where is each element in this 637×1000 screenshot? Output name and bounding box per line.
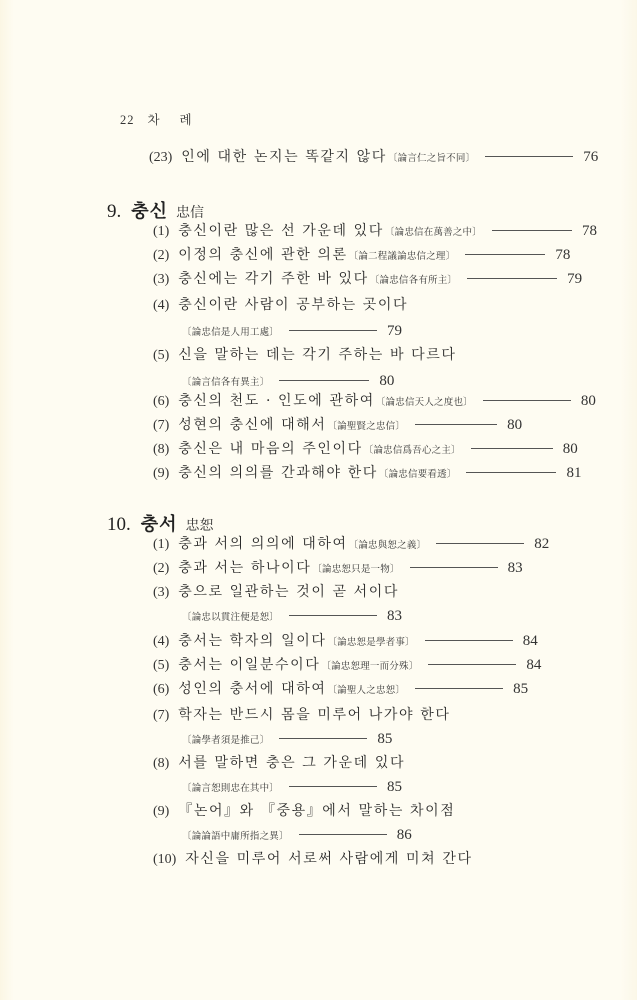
entry-page: 85	[387, 779, 403, 795]
toc-entry	[153, 222, 597, 242]
entry-number: (5)	[153, 348, 170, 363]
entry-title-hanja: 〔論聖賢之忠信〕	[327, 421, 406, 432]
toc-entry	[153, 802, 455, 821]
entry-title-korean: 학자는 반드시 몸을 미루어 나가야 한다	[178, 707, 451, 723]
toc-entry-continuation	[181, 372, 394, 392]
entry-title-korean: 충신의 천도 · 인도에 관하여	[178, 393, 375, 409]
entry-title-korean: 『논어』와 『중용』에서 말하는 차이점	[178, 803, 456, 819]
toc-entry-continuation	[181, 322, 402, 342]
section-number: 9.	[107, 201, 122, 222]
entry-number: (1)	[153, 224, 170, 239]
section-heading	[107, 197, 204, 223]
entry-title-korean: 충으로 일관하는 것이 곧 서이다	[178, 584, 400, 600]
dot-leader	[410, 567, 498, 568]
entry-title-korean: 충과 서는 하나이다	[178, 560, 312, 576]
toc-entry	[149, 148, 598, 168]
dot-leader	[467, 278, 557, 279]
toc-entry	[153, 296, 408, 315]
entry-title-hanja: 〔論忠恕是學者事〕	[327, 637, 415, 648]
entry-number: (7)	[153, 418, 170, 433]
entry-title-korean: 서를 말하면 충은 그 가운데 있다	[178, 755, 406, 771]
dot-leader	[428, 664, 516, 665]
page-number: 22	[120, 113, 135, 127]
entry-title-korean: 충과 서의 의의에 대하여	[178, 536, 348, 552]
entry-title-hanja: 〔論二程議論忠信之理〕	[348, 251, 456, 262]
entry-page: 85	[513, 681, 529, 697]
toc-entry	[153, 583, 399, 602]
entry-title-korean: 충신은 내 마음의 주인이다	[178, 441, 363, 457]
entry-title-hanja: 〔論忠信各有所主〕	[369, 275, 458, 286]
entry-title-korean: 신을 말하는 데는 각기 주하는 바 다르다	[178, 347, 457, 363]
entry-title-hanja: 〔論忠信要看透〕	[378, 469, 457, 480]
running-title: 차 례	[147, 112, 200, 127]
entry-page: 80	[562, 441, 578, 457]
entry-number: (3)	[153, 272, 170, 287]
dot-leader	[492, 230, 572, 231]
entry-number: (5)	[153, 658, 170, 673]
entry-number: (6)	[153, 682, 170, 697]
toc-entry	[153, 464, 581, 484]
entry-title-hanja: 〔論忠信天人之度也〕	[375, 397, 473, 408]
dot-leader	[279, 738, 367, 739]
dot-leader	[299, 834, 387, 835]
dot-leader	[485, 156, 573, 157]
toc-entry	[153, 706, 450, 725]
dot-leader	[289, 615, 377, 616]
entry-title-hanja: 〔論聖人之忠恕〕	[327, 685, 406, 696]
entry-number: (2)	[153, 561, 170, 576]
toc-entry	[153, 535, 549, 555]
toc-entry	[153, 632, 538, 652]
entry-number: (4)	[153, 298, 170, 313]
entry-title-korean: 충서는 이일분수이다	[178, 657, 321, 673]
entry-number: (9)	[153, 804, 170, 819]
entry-number: (23)	[149, 150, 173, 165]
entry-page: 83	[507, 560, 523, 576]
entry-page: 82	[534, 536, 550, 552]
entry-page: 80	[379, 373, 395, 389]
entry-title-hanja: 〔論忠以貫注便是恕〕	[182, 612, 280, 623]
toc-entry	[153, 440, 578, 460]
entry-title-hanja: 〔論言仁之旨不同〕	[387, 153, 476, 164]
toc-entry	[153, 559, 523, 579]
entry-number: (6)	[153, 394, 170, 409]
dot-leader	[436, 543, 524, 544]
toc-entry	[153, 416, 522, 436]
entry-title-hanja: 〔論忠恕理一而分殊〕	[321, 661, 419, 672]
section-heading	[107, 510, 214, 536]
toc-entry	[153, 754, 405, 773]
entry-number: (7)	[153, 708, 170, 723]
entry-page: 84	[522, 633, 538, 649]
entry-title-korean: 충신이란 많은 선 가운데 있다	[178, 223, 384, 239]
toc-entry	[153, 270, 582, 290]
entry-page: 78	[581, 223, 597, 239]
entry-title-hanja: 〔論言恕則忠在其中〕	[182, 783, 280, 794]
toc-entry	[153, 346, 457, 365]
entry-page: 79	[387, 323, 403, 339]
toc-entry-continuation	[181, 778, 402, 798]
toc-entry	[153, 850, 473, 869]
entry-page: 79	[567, 271, 583, 287]
entry-number: (3)	[153, 585, 170, 600]
dot-leader	[483, 400, 571, 401]
entry-title-hanja: 〔論言信各有異主〕	[182, 377, 270, 388]
section-title-hanja: 忠恕	[185, 518, 214, 534]
dot-leader	[471, 448, 553, 449]
entry-title-korean: 이정의 충신에 관한 의론	[178, 247, 348, 263]
dot-leader	[415, 424, 497, 425]
entry-title-hanja: 〔論忠恕只是一物〕	[312, 564, 400, 575]
entry-page: 80	[580, 393, 596, 409]
dot-leader	[289, 330, 377, 331]
entry-page: 86	[396, 827, 412, 843]
section-title-hanja: 忠信	[176, 205, 205, 221]
dot-leader	[279, 380, 369, 381]
toc-entry	[153, 680, 528, 700]
entry-number: (8)	[153, 756, 170, 771]
entry-page: 76	[583, 149, 599, 165]
toc-entry	[153, 392, 596, 412]
toc-entry	[153, 246, 570, 266]
toc-entry-continuation	[181, 826, 412, 846]
section-title-korean: 충신	[131, 201, 169, 222]
entry-title-korean: 충신의 의의를 간과해야 한다	[178, 465, 378, 481]
entry-page: 78	[555, 247, 571, 263]
entry-title-korean: 자신을 미루어 서로써 사람에게 미쳐 간다	[185, 851, 473, 867]
entry-number: (1)	[153, 537, 170, 552]
entry-title-hanja: 〔論忠信爲吾心之主〕	[363, 445, 461, 456]
entry-title-korean: 충신에는 각기 주한 바 있다	[178, 271, 369, 287]
toc-entry	[153, 656, 541, 676]
section-number: 10.	[107, 514, 131, 535]
dot-leader	[465, 254, 545, 255]
entry-number: (10)	[153, 852, 177, 867]
entry-title-hanja: 〔論忠與恕之義〕	[348, 540, 427, 551]
dot-leader	[466, 472, 556, 473]
entry-number: (9)	[153, 466, 170, 481]
dot-leader	[425, 640, 513, 641]
toc-entry-continuation	[181, 730, 392, 750]
entry-number: (2)	[153, 248, 170, 263]
entry-title-hanja: 〔論忠信在萬善之中〕	[384, 227, 482, 238]
entry-page: 84	[526, 657, 542, 673]
entry-page: 80	[507, 417, 523, 433]
toc-entry-continuation	[181, 607, 402, 627]
section-title-korean: 충서	[140, 514, 178, 535]
entry-number: (8)	[153, 442, 170, 457]
entry-page: 83	[387, 608, 403, 624]
running-head	[120, 110, 200, 128]
entry-page: 81	[566, 465, 582, 481]
entry-title-korean: 인에 대한 논지는 똑같지 않다	[181, 149, 387, 165]
dot-leader	[415, 688, 503, 689]
entry-number: (4)	[153, 634, 170, 649]
entry-title-korean: 성현의 충신에 대해서	[178, 417, 327, 433]
entry-title-hanja: 〔論論語中庸所指之異〕	[182, 831, 289, 842]
entry-page: 85	[377, 731, 393, 747]
entry-title-korean: 충서는 학자의 일이다	[178, 633, 327, 649]
entry-title-korean: 충신이란 사람이 공부하는 곳이다	[178, 297, 409, 313]
entry-title-korean: 성인의 충서에 대하여	[178, 681, 327, 697]
dot-leader	[289, 786, 377, 787]
entry-title-hanja: 〔論學者須是推己〕	[182, 735, 270, 746]
entry-title-hanja: 〔論忠信是人用工處〕	[182, 327, 280, 338]
